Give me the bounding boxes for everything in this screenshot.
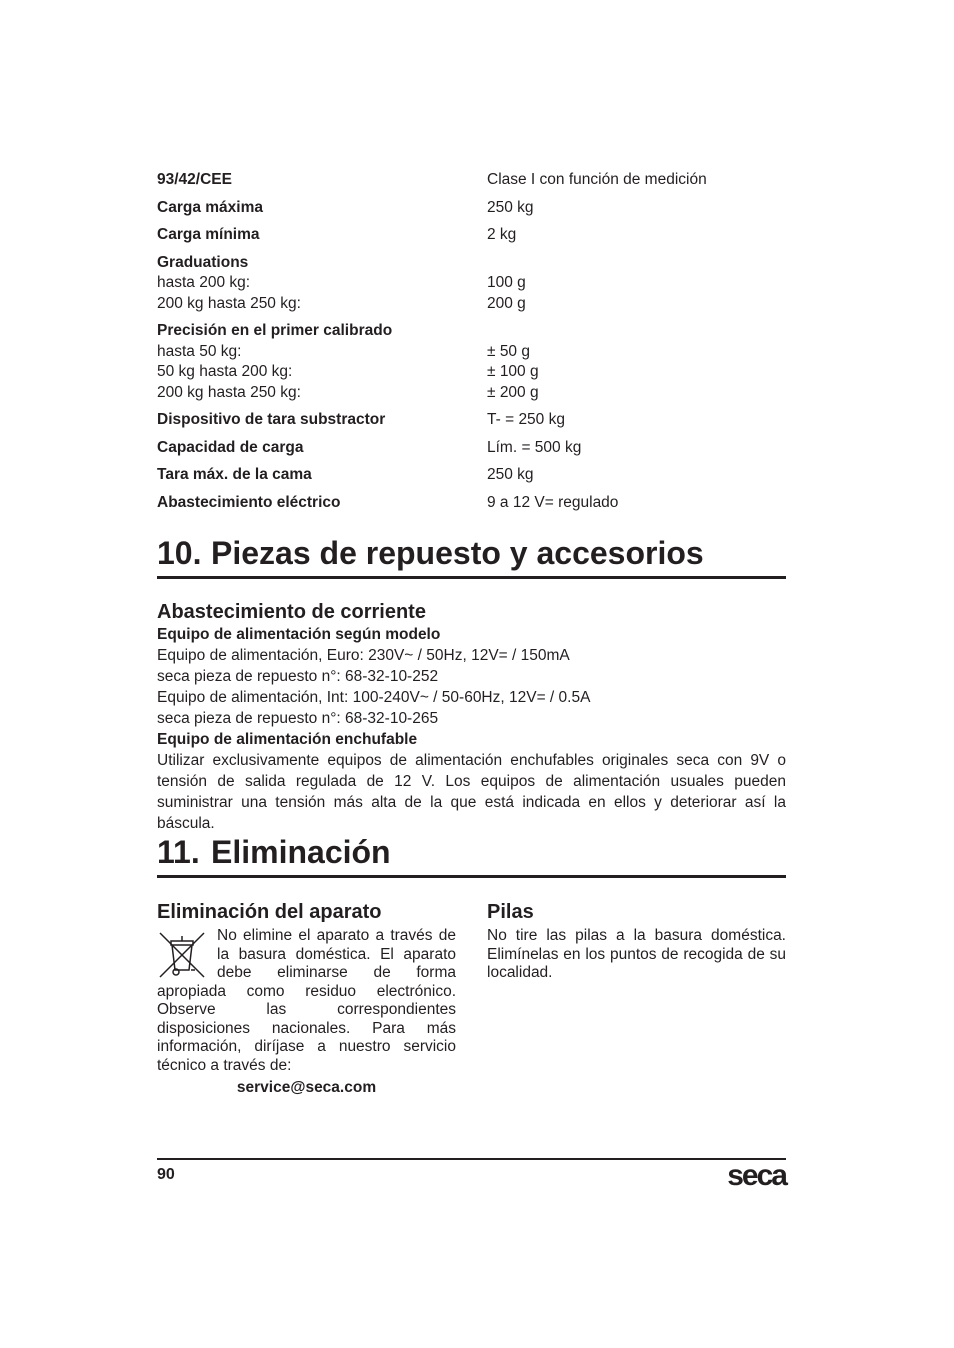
spec-value: 2 kg xyxy=(487,226,517,243)
paragraph: No elimine el aparato a través de la basura doméstica. El aparato debe eliminarse de forma apropiada como residuo electrónico. Observe las correspondientes disposiciones nacionales. Para más información, diríjase a nuestro servicio técnico a través de: xyxy=(157,927,456,1074)
spec-row xyxy=(157,410,786,431)
spec-sublabel: 200 kg hasta 250 kg: xyxy=(157,383,301,401)
footer-divider xyxy=(157,1158,786,1160)
batteries-column xyxy=(487,900,786,983)
section-10-body xyxy=(157,600,786,834)
spec-row xyxy=(157,465,786,486)
spec-line: Equipo de alimentación, Euro: 230V~ / 50Hz, 12V= / 150mA xyxy=(157,647,570,664)
subsection-title: Pilas xyxy=(487,901,534,923)
spec-value: ± 100 g xyxy=(487,363,539,380)
section-title: Piezas de repuesto y accesorios xyxy=(211,535,704,571)
spec-label: Precisión en el primer calibrado xyxy=(157,322,393,339)
spec-row xyxy=(157,321,786,342)
spec-label: Carga mínima xyxy=(157,226,260,243)
spec-subrow xyxy=(157,383,786,404)
crossed-out-wheelie-bin-icon xyxy=(157,930,207,980)
paragraph: Utilizar exclusivamente equipos de alimentación enchufables originales seca con 9V o tensión de salida regulada de 12 V. Los equipos de alimentación usuales pueden suministrar una tensión más alta de la que está indicada en ellos y deteriorar así la báscula. xyxy=(157,752,786,832)
subsection-subhead: Equipo de alimentación según modelo xyxy=(157,626,441,643)
spec-row xyxy=(157,198,786,219)
part-number-line: seca pieza de repuesto n°: 68-32-10-265 xyxy=(157,710,439,727)
subsection-title: Eliminación del aparato xyxy=(157,901,382,923)
spec-subrow xyxy=(157,273,786,294)
disposal-device-column xyxy=(157,900,456,1098)
spec-value: 100 g xyxy=(487,274,526,291)
spec-row xyxy=(157,170,786,191)
spec-row xyxy=(157,493,786,514)
section-number: 10. xyxy=(157,535,202,571)
paragraph: No tire las pilas a la basura doméstica. Elimínelas en los puntos de recogida de su localidad. xyxy=(487,927,786,981)
spec-value: 250 kg xyxy=(487,198,534,216)
spec-value: 250 kg xyxy=(487,466,534,483)
spec-value: T- = 250 kg xyxy=(487,411,565,428)
spec-label: Abastecimiento eléctrico xyxy=(157,493,341,511)
section-11-heading xyxy=(157,833,786,878)
section-title: Eliminación xyxy=(211,834,391,870)
spec-value: ± 50 g xyxy=(487,342,530,360)
spec-label: Tara máx. de la cama xyxy=(157,466,312,483)
section-10-heading xyxy=(157,534,786,579)
service-email: service@seca.com xyxy=(236,1079,377,1096)
spec-label: Carga máxima xyxy=(157,198,263,216)
spec-label: 93/42/CEE xyxy=(157,171,232,188)
spec-value: ± 200 g xyxy=(487,383,539,401)
subsection-title: Abastecimiento de corriente xyxy=(157,601,426,623)
spec-subrow xyxy=(157,362,786,383)
spec-value: Clase I con función de medición xyxy=(487,171,707,188)
spec-value: Lím. = 500 kg xyxy=(487,438,582,456)
spec-subrow xyxy=(157,294,786,315)
spec-line: Equipo de alimentación, Int: 100-240V~ / 50-60Hz, 12V= / 0.5A xyxy=(157,689,591,706)
spec-label: Dispositivo de tara substractor xyxy=(157,411,386,428)
spec-row xyxy=(157,253,786,274)
spec-label: Graduations xyxy=(157,253,249,271)
spec-label: Capacidad de carga xyxy=(157,438,304,456)
spec-subrow xyxy=(157,342,786,363)
part-number-line: seca pieza de repuesto n°: 68-32-10-252 xyxy=(157,668,439,685)
page-number: 90 xyxy=(157,1166,175,1183)
spec-sublabel: 200 kg hasta 250 kg: xyxy=(157,294,301,312)
spec-sublabel: 50 kg hasta 200 kg: xyxy=(157,363,293,380)
spec-row xyxy=(157,225,786,246)
spec-sublabel: hasta 200 kg: xyxy=(157,274,251,291)
seca-logo: seca xyxy=(727,1159,786,1192)
spec-row xyxy=(157,438,786,459)
subsection-subhead: Equipo de alimentación enchufable xyxy=(157,731,418,748)
spec-value: 9 a 12 V= regulado xyxy=(487,493,619,511)
spec-sublabel: hasta 50 kg: xyxy=(157,342,242,360)
spec-value: 200 g xyxy=(487,294,526,312)
specifications-table xyxy=(157,170,786,513)
section-number: 11. xyxy=(157,834,200,870)
